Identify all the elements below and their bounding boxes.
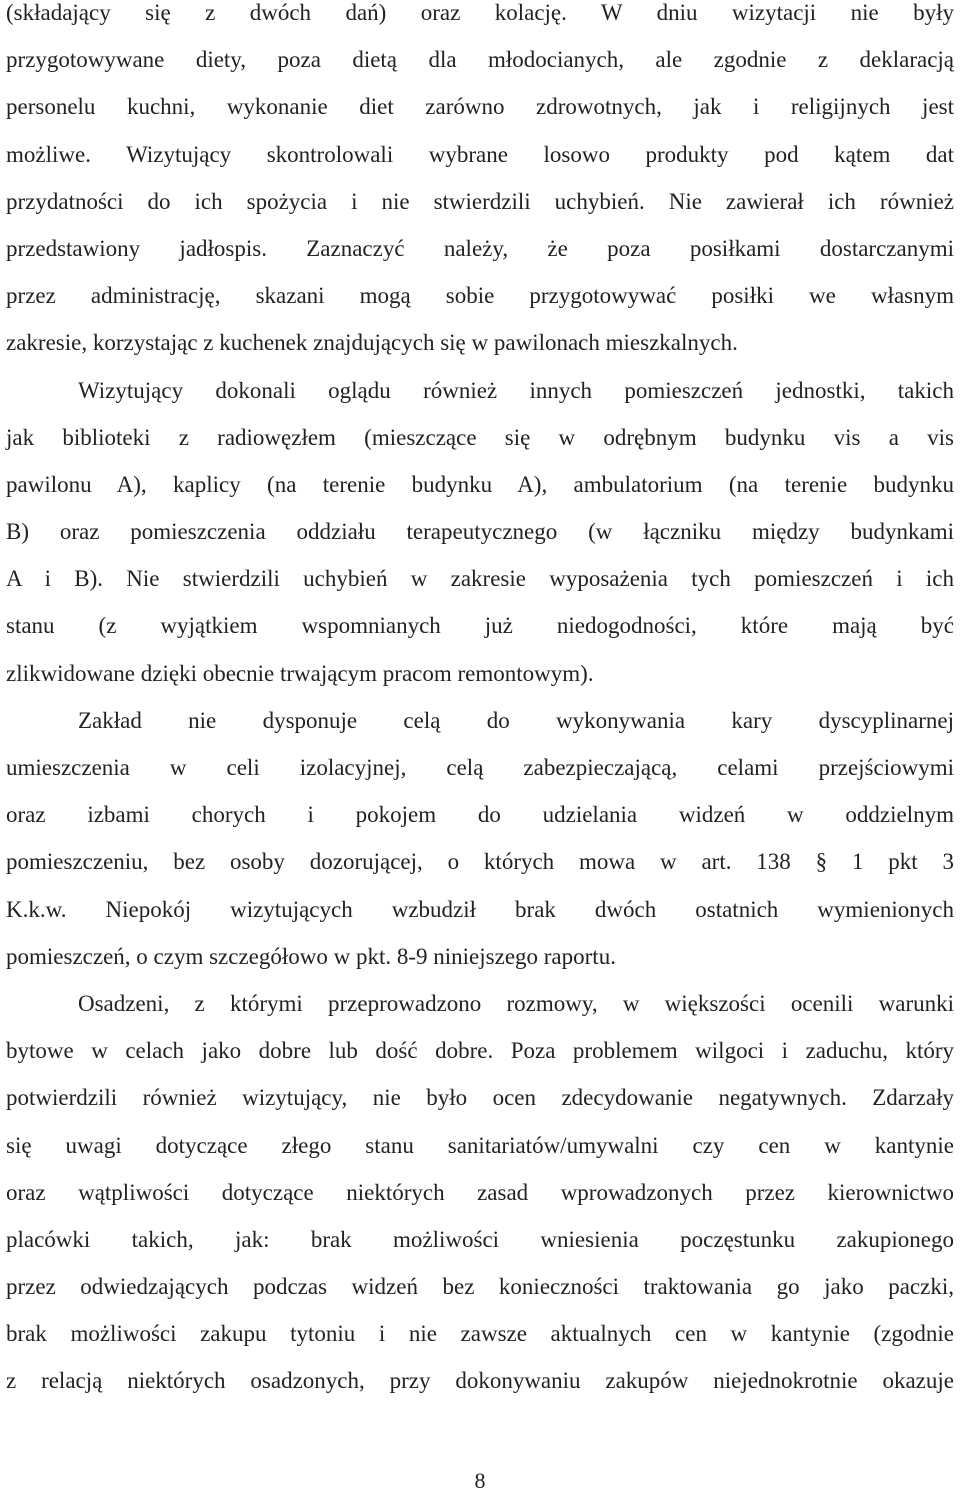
text-line: przez administrację, skazani mogą sobie przygotowywać posiłki we własnym bbox=[6, 283, 954, 309]
page-number: 8 bbox=[474, 1468, 486, 1493]
text-line: przydatności do ich spożycia i nie stwierdzili uchybień. Nie zawierał ich również bbox=[6, 188, 954, 214]
text-line: jak biblioteki z radiowęzłem (mieszczące się w odrębnym budynku vis a vis bbox=[6, 424, 954, 450]
text-line: brak możliwości zakupu tytoniu i nie zawsze aktualnych cen w kantynie (zgodnie bbox=[6, 1321, 954, 1347]
text-line: z relacją niektórych osadzonych, przy dokonywaniu zakupów niejednokrotnie okazuje bbox=[6, 1368, 954, 1394]
text-line: bytowe w celach jako dobre lub dość dobre. Poza problemem wilgoci i zaduchu, który bbox=[6, 1038, 954, 1064]
text-line: się uwagi dotyczące złego stanu sanitariatów/umywalni czy cen w kantynie bbox=[6, 1132, 954, 1158]
text-line: Osadzeni, z którymi przeprowadzono rozmowy, w większości ocenili warunki bbox=[78, 990, 954, 1016]
text-line: stanu (z wyjątkiem wspomnianych już niedogodności, które mają być bbox=[6, 613, 954, 639]
text-line: oraz wątpliwości dotyczące niektórych zasad wprowadzonych przez kierownictwo bbox=[6, 1179, 954, 1205]
text-line: (składający się z dwóch dań) oraz kolację. W dniu wizytacji nie były bbox=[6, 0, 954, 25]
text-line: pawilonu A), kaplicy (na terenie budynku A), ambulatorium (na terenie budynku bbox=[6, 471, 954, 497]
text-line: zakresie, korzystając z kuchenek znajdujących się w pawilonach mieszkalnych. bbox=[6, 330, 738, 356]
text-line: umieszczenia w celi izolacyjnej, celą zabezpieczającą, celami przejściowymi bbox=[6, 755, 954, 780]
text-line: A i B). Nie stwierdzili uchybień w zakresie wyposażenia tych pomieszczeń i ich bbox=[6, 566, 954, 592]
text-line: Wizytujący dokonali oglądu również innych pomieszczeń jednostki, takich bbox=[78, 377, 954, 403]
text-line: zlikwidowane dzięki obecnie trwającym pracom remontowym). bbox=[6, 660, 594, 686]
text-line: pomieszczeń, o czym szczegółowo w pkt. 8-9 niniejszego raportu. bbox=[6, 943, 616, 969]
text-line: B) oraz pomieszczenia oddziału terapeutycznego (w łączniku między budynkami bbox=[6, 519, 954, 545]
text-line: personelu kuchni, wykonanie diet zarówno zdrowotnych, jak i religijnych jest bbox=[6, 94, 954, 120]
text-line: potwierdzili również wizytujący, nie było ocen zdecydowanie negatywnych. Zdarzały bbox=[6, 1085, 954, 1111]
text-line: placówki takich, jak: brak możliwości wniesienia poczęstunku zakupionego bbox=[6, 1226, 954, 1252]
text-line: pomieszczeniu, bez osoby dozorującej, o których mowa w art. 138 § 1 pkt 3 bbox=[6, 849, 954, 875]
text-line: oraz izbami chorych i pokojem do udzielania widzeń w oddzielnym bbox=[6, 802, 954, 828]
text-line: przygotowywane diety, poza dietą dla młodocianych, ale zgodnie z deklaracją bbox=[6, 47, 954, 73]
text-line: K.k.w. Niepokój wizytujących wzbudził brak dwóch ostatnich wymienionych bbox=[6, 896, 954, 922]
text-line: możliwe. Wizytujący skontrolowali wybrane losowo produkty pod kątem dat bbox=[6, 141, 954, 167]
text-line: Zakład nie dysponuje celą do wykonywania kary dyscyplinarnej bbox=[78, 707, 954, 733]
text-line: przedstawiony jadłospis. Zaznaczyć należy, że poza posiłkami dostarczanymi bbox=[6, 235, 954, 261]
text-line: przez odwiedzających podczas widzeń bez konieczności traktowania go jako paczki, bbox=[6, 1274, 954, 1300]
body-text bbox=[6, 0, 954, 1405]
